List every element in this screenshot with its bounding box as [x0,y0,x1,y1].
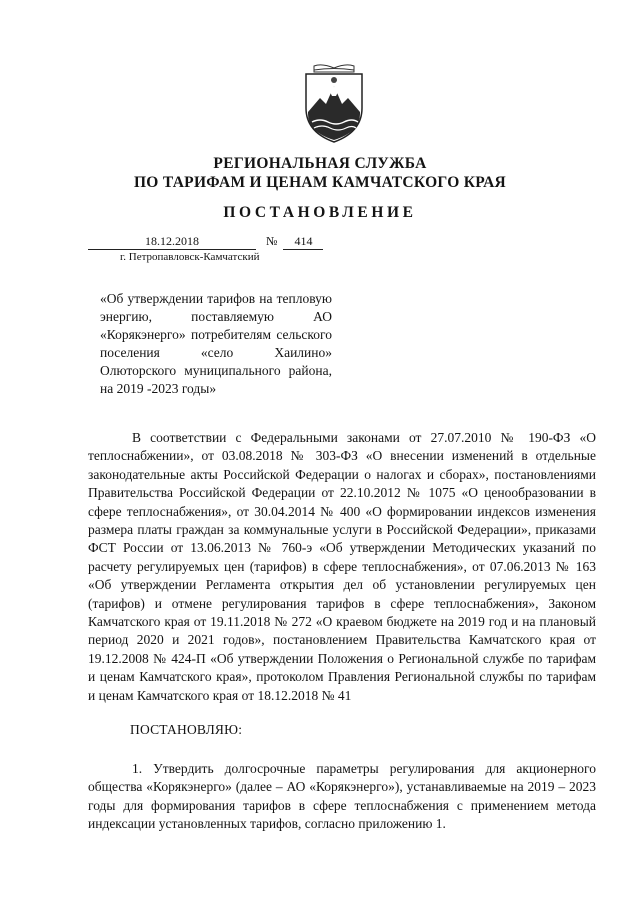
decree-word: ПОСТАНОВЛЯЮ: [130,722,243,737]
document-city: г. Петропавловск-Камчатский [120,251,260,263]
kamchatka-coat-of-arms-icon [300,62,368,144]
date-number-line [88,234,323,250]
number-sign: № [266,234,278,248]
org-line-1: РЕГИОНАЛЬНАЯ СЛУЖБА [213,155,427,172]
organization-name [0,154,640,192]
document-date: 18.12.2018 [88,234,256,250]
preamble-paragraph: В соответствии с Федеральными законами от 27.07.2010 № 190-ФЗ «О теплоснабжении», от 03.08.2018 № 303-ФЗ «О внесении изменений в отдельные законодательные акты Российской Федерации о налогах и сборах», постановлениями Правительства Российской Федерации от 22.10.2012 № 1075 «О ценообразовании в сфере теплоснабжения», от 30.04.2014 № 400 «О формировании индексов изменения размера платы граждан за коммунальные услуги в Российской Федерации», приказами ФСТ России от 13.06.2013 № 760-э «Об утверждении Методических указаний по расчету регулируемых цен (тарифов) в сфере теплоснабжения», от 07.06.2013 № 163 «Об утверждении Регламента открытия дел об установлении регулируемых цен (тарифов) и отмене регулирования тарифов в сфере теплоснабжения», Законом Камчатского края от 19.11.2018 № 272 «О краевом бюджете на 2019 год и на плановый период 2020 и 2021 годов», постановлением Правительства Камчатского края от 19.12.2008 № 424-П «Об утверждении Положения о Региональной службе по тарифам и ценам Камчатского края», протоколом Правления Региональной службы по тарифам и ценам Камчатского края от 18.12.2018 № 41 [88,430,596,703]
document-number: 414 [283,234,323,250]
item-1-paragraph: 1. Утвердить долгосрочные параметры регулирования для акционерного общества «Корякэнерго» (далее – АО «Корякэнерго»), устанавливаемые на 2019 – 2023 годы для формирования тарифов в сфере теплоснабжения с применением метода индексации установленных тарифов, согласно приложению 1. [88,761,596,832]
document-subject: «Об утверждении тарифов на тепловую энергию, поставляемую АО «Корякэнерго» потребителям сельского поселения «село Хаилино» Олюторского муниципального района, на 2019 -2023 годы» [100,291,332,396]
document-type: ПОСТАНОВЛЕНИЕ [223,204,417,221]
org-line-2: ПО ТАРИФАМ И ЦЕНАМ КАМЧАТСКОГО КРАЯ [133,174,507,191]
